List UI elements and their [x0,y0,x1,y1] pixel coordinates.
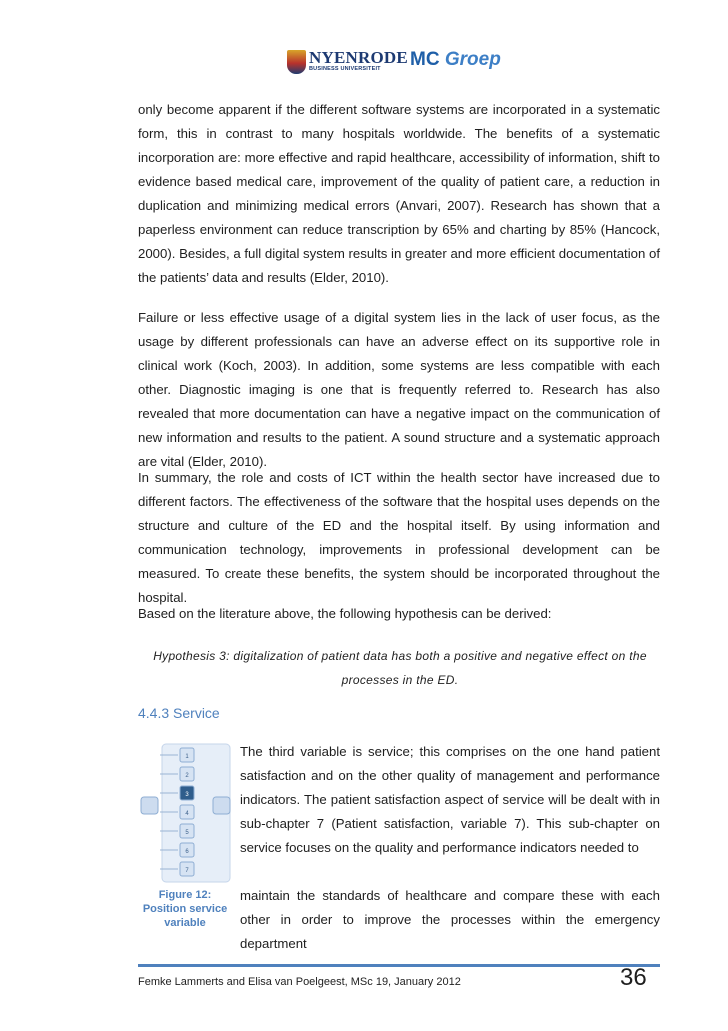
figure-position-service-variable [140,742,234,884]
paragraph-summary: In summary, the role and costs of ICT within the health sector have increased due to different factors. The effectiveness of the software that the hospital uses depends on the structure and culture of the ED and the hospital itself. By using information and communication technology, improvements in professional development can be measured. To create these benefits, the system should be incorporated throughout the hospital. [138,470,660,605]
figure-caption: Figure 12: Position service variable [142,889,228,929]
hypothesis-statement: Hypothesis 3: digitalization of patient data has both a positive and negative effect on the processes in the ED. [153,649,647,687]
section-heading: 4.4.3 Service [138,705,220,721]
output-box [213,797,230,814]
input-box [141,797,158,814]
step-label-1: 1 [185,754,189,760]
paragraph-service-continued: maintain the standards of healthcare and compare these with each other in order to improve the processes within the emergency department [240,888,660,951]
nyenrode-logo [287,48,408,76]
step-label-4: 4 [185,811,189,817]
footer-rule [138,964,660,967]
step-label-7: 7 [185,868,189,874]
step-label-6: 6 [185,849,189,855]
page-number: 36 [620,964,647,991]
footer-authors: Femke Lammerts and Elisa van Poelgeest, MSc 19, January 2012 [138,976,461,988]
nyenrode-shield-icon [287,50,306,74]
groep-wordmark: Groep [444,49,501,70]
step-label-5: 5 [185,830,189,836]
header-logos [0,48,728,78]
nyenrode-wordmark: NYENRODE [309,48,408,67]
nyenrode-subtitle: BUSINESS UNIVERSITEIT [309,66,381,72]
paragraph-hypothesis-intro: Based on the literature above, the following hypothesis can be derived: [138,606,552,621]
mc-wordmark: MC [410,49,440,70]
step-label-3: 3 [185,792,189,798]
position-diagram [140,742,234,884]
paragraph-benefits: only become apparent if the different software systems are incorporated in a systematic form, this in contrast to many hospitals worldwide. The benefits of a systematic incorporation are: more effective and rapid healthcare, accessibility of information, shift to evidence based medical care, improvement of the quality of patient care, a reduction in duplication and minimizing medical errors (Anvari, 2007). Research has shown that a paperless environment can reduce transcription by 65% and charting by 85% (Hancock, 2000). Besides, a full digital system results in greater and more efficient documentation of the patients’ data and results (Elder, 2010). [138,102,660,285]
step-label-2: 2 [185,773,189,779]
paragraph-service-variable: The third variable is service; this comprises on the one hand patient satisfaction and on the other quality of management and performance indicators. The patient satisfaction aspect of service will be dealt with in sub-chapter 7 (Patient satisfaction, variable 7). This sub-chapter on service focuses on the quality and performance indicators needed to [240,744,660,855]
mc-groep-logo [410,49,501,71]
paragraph-failure: Failure or less effective usage of a digital system lies in the lack of user focus, as the usage by different professionals can have an adverse effect on its supportive role in clinical work (Koch, 2003). In addition, some systems are less compatible with each other. Diagnostic imaging is one that is frequently referred to. Research has also revealed that more documentation can have a negative impact on the communication of new information and results to the patient. A sound structure and a systematic approach are vital (Elder, 2010). [138,310,660,469]
